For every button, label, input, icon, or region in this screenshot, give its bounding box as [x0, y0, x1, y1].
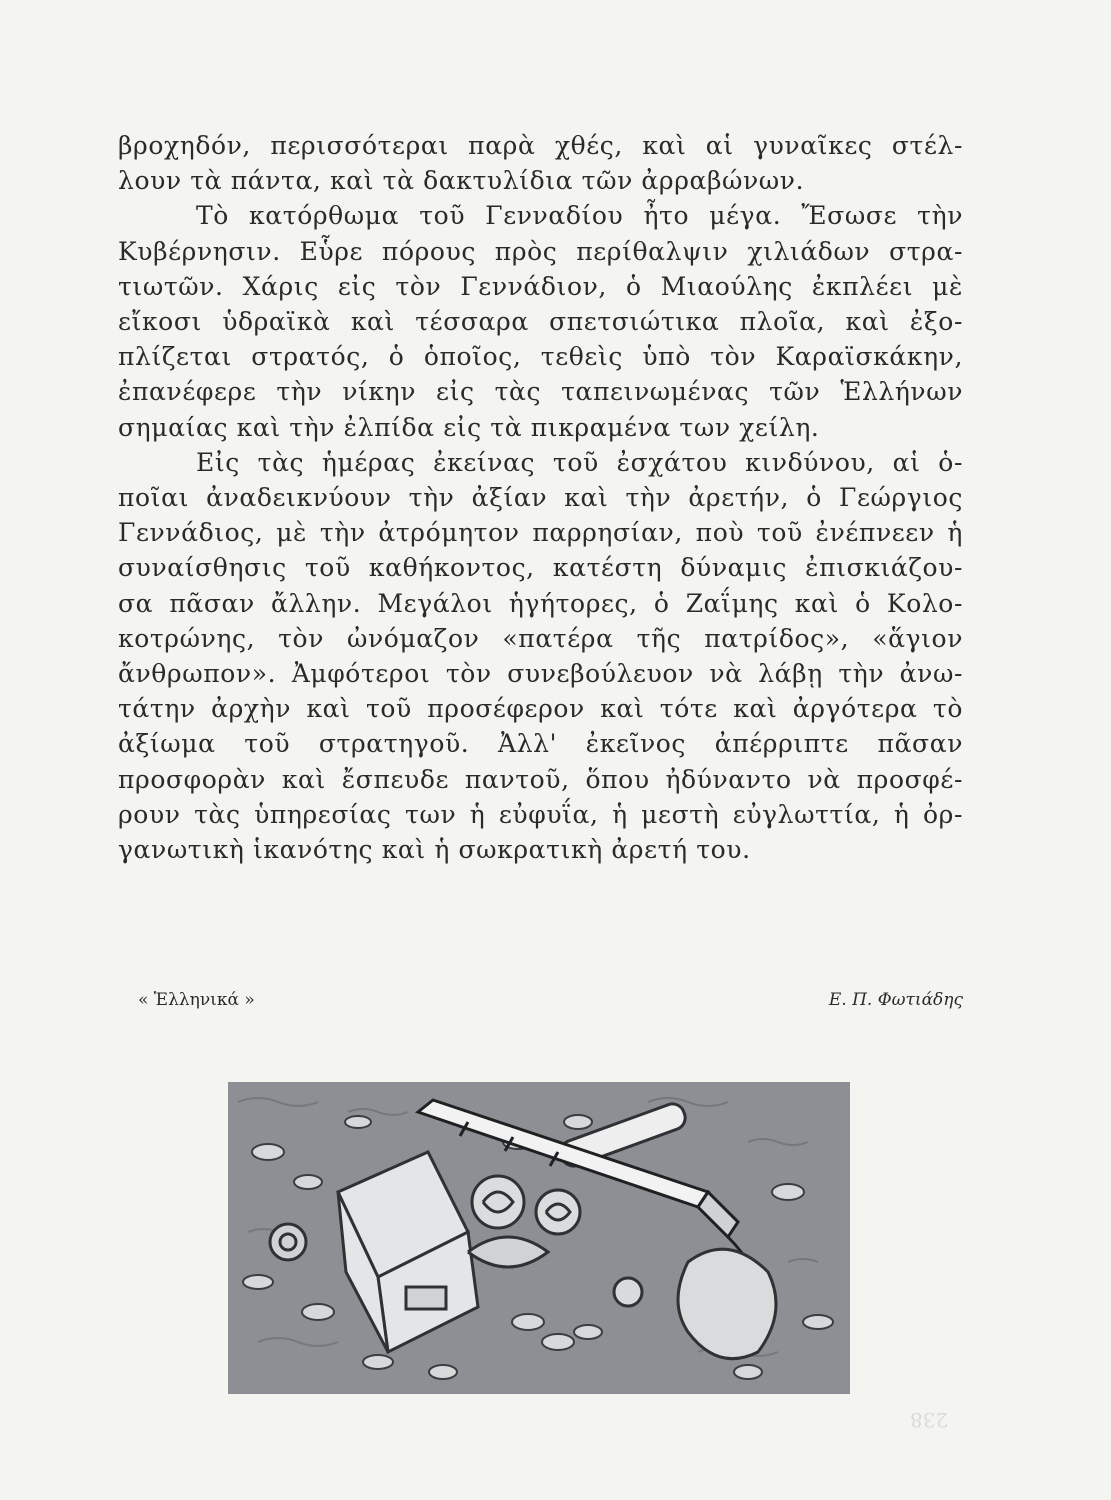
text-line: συναίσθησις τοῦ καθήκοντος, κατέστη δύναμις ἐπισκιάζου-: [118, 553, 963, 583]
text-line: Γεννάδιος, μὲ τὴν ἀτρόμητον παρρησίαν, ποὺ τοῦ ἐνέπνεεν ἡ: [118, 518, 963, 548]
text-line: γανωτικὴ ἱκανότης καὶ ἡ σωκρατικὴ ἀρετή του.: [118, 835, 751, 865]
body-text: [118, 128, 963, 867]
text-line: πλίζεται στρατός, ὁ ὁποῖος, τεθεὶς ὑπὸ τὸν Καραϊσκάκην,: [118, 342, 963, 372]
text-line: Εἰς τὰς ἡμέρας ἐκείνας τοῦ ἐσχάτου κινδύνου, αἱ ὁ-: [196, 447, 963, 477]
source-label: « Ἑλληνικά »: [138, 990, 255, 1010]
page-number: 238: [910, 1408, 949, 1432]
text-line: τιωτῶν. Χάρις εἰς τὸν Γεννάδιον, ὁ Μιαούλης ἐκπλέει μὲ: [118, 271, 963, 301]
text-line: σημαίας καὶ τὴν ἐλπίδα εἰς τὰ πικραμένα των χείλη.: [118, 412, 820, 442]
text-line: εἴκοσι ὑδραϊκὰ καὶ τέσσαρα σπετσιώτικα πλοῖα, καὶ ἐξο-: [118, 307, 963, 337]
text-line: ρουν τὰς ὑπηρεσίας των ἡ εὐφυΐα, ἡ μεστὴ εὐγλωττία, ἡ ὀρ-: [118, 799, 963, 829]
author-name: Ε. Π. Φωτιάδης: [828, 990, 963, 1010]
attribution: [138, 990, 963, 1020]
text-line: κοτρώνης, τὸν ὠνόμαζον «πατέρα τῆς πατρίδος», «ἅγιον: [118, 623, 963, 653]
text-line: βροχηδόν, περισσότεραι παρὰ χθές, καὶ αἱ γυναῖκες στέλ-: [118, 131, 963, 160]
text-line: Τὸ κατόρθωμα τοῦ Γενναδίου ἦτο μέγα. Ἔσωσε τὴν: [196, 201, 963, 231]
text-line: τάτην ἀρχὴν καὶ τοῦ προσέφερον καὶ τότε καὶ ἀργότερα τὸ: [118, 694, 963, 724]
text-line: Κυβέρνησιν. Εὗρε πόρους πρὸς περίθαλψιν χιλιάδων στρα-: [118, 236, 963, 266]
text-line: ἐπανέφερε τὴν νίκην εἰς τὰς ταπεινωμένας τῶν Ἑλλήνων: [118, 377, 963, 407]
text-line: ποῖαι ἀναδεικνύουν τὴν ἀξίαν καὶ τὴν ἀρετήν, ὁ Γεώργιος: [118, 483, 963, 513]
text-line: ἄνθρωπον». Ἀμφότεροι τὸν συνεβούλευον νὰ λάβῃ τὴν ἀνω-: [118, 659, 963, 689]
text-line: σα πᾶσαν ἄλλην. Μεγάλοι ἡγήτορες, ὁ Ζαΐμης καὶ ὁ Κολο-: [118, 588, 963, 618]
text-line: προσφορὰν καὶ ἔσπευδε παντοῦ, ὅπου ἠδύναντο νὰ προσφέ-: [118, 764, 963, 794]
treasure-illustration-icon: [228, 1082, 850, 1394]
text-line: ἀξίωμα τοῦ στρατηγοῦ. Ἀλλ' ἐκεῖνος ἀπέρριπτε πᾶσαν: [118, 729, 963, 759]
text-line: λουν τὰ πάντα, καὶ τὰ δακτυλίδια τῶν ἀρραβώνων.: [118, 166, 805, 196]
